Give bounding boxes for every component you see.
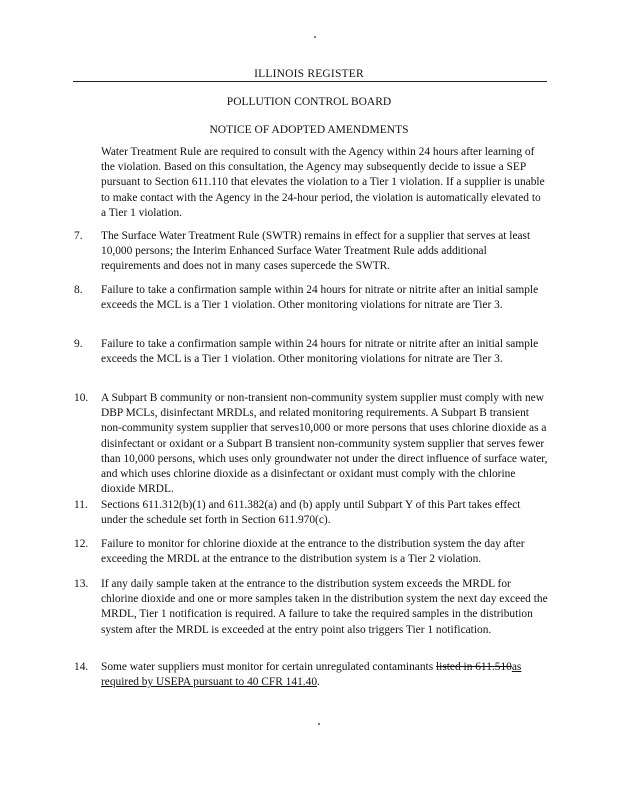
scan-speck	[318, 723, 320, 725]
list-item	[74, 391, 548, 497]
list-item	[74, 577, 548, 638]
item-number: 13.	[74, 578, 89, 590]
register-heading	[0, 68, 618, 80]
list-item	[74, 537, 548, 567]
item-text: Failure to take a confirmation sample within 24 hours for nitrate or nitrite after an initial sample exceeds the MCL is a Tier 1 violation. Other monitoring violations for nitrate are Tier 3.	[101, 284, 539, 312]
register-title: ILLINOIS REGISTER	[254, 68, 364, 80]
struck-text: listed in 611.510	[436, 661, 512, 673]
item-text: The Surface Water Treatment Rule (SWTR) remains in effect for a supplier that serves at least 10,000 persons; the Interim Enhanced Surface Water Treatment Rule adds additional requirements and does not in many cases supercede the SWTR.	[101, 230, 531, 273]
notice-heading: NOTICE OF ADOPTED AMENDMENTS	[209, 124, 409, 136]
list-item	[74, 498, 548, 528]
list-item	[74, 337, 548, 367]
list-item	[74, 660, 548, 690]
item-number: 14.	[74, 661, 89, 673]
list-item	[74, 229, 548, 275]
item-number: 9.	[74, 338, 83, 350]
inserted-text-first: as	[511, 661, 522, 673]
item-number: 12.	[74, 538, 89, 550]
item-text-before: Some water suppliers must monitor for certain unregulated contaminants	[101, 661, 436, 673]
item-number: 7.	[74, 230, 83, 242]
item-text: If any daily sample taken at the entrance to the distribution system exceeds the MRDL for chlorine dioxide and one or more samples taken in the distribution system the next day exceed the MRDL, Tier 1 notification is required. A failure to take the required samples in the distribution system after the MRDL is exceeded at the entry point also triggers Tier 1 notification.	[101, 578, 548, 636]
list-item	[74, 283, 548, 313]
item-number: 11.	[74, 499, 88, 511]
inserted-text-rest: required by USEPA pursuant to 40 CFR 141.40	[101, 676, 318, 689]
item-text: Failure to monitor for chlorine dioxide at the entrance to the distribution system the day after exceeding the MRDL at the entrance to the distribution system is a Tier 2 violation.	[101, 538, 525, 566]
item-number: 10.	[74, 392, 89, 404]
item-text: Failure to take a confirmation sample within 24 hours for nitrate or nitrite after an initial sample exceeds the MCL is a Tier 1 violation. Other monitoring violations for nitrate are Tier 3.	[101, 338, 539, 366]
item-text-end: .	[317, 676, 320, 689]
item-text: A Subpart B community or non-transient non-community system supplier must comply with new DBP MCLs, disinfectant MRDLs, and related monitoring requirements. A Subpart B transient non-community system supplier that serves10,000 or more persons that uses chlorine dioxide as a disinfectant or oxidant or a Subpart B transient non-community system supplier that serves fewer than 10,000 persons, which uses only groundwater not under the direct influence of surface water, and which uses chlorine dioxide as a disinfectant or oxidant must comply with the chlorine dioxide MRDL.	[101, 392, 548, 496]
item-text: Sections 611.312(b)(1) and 611.382(a) and (b) apply until Subpart Y of this Part takes effect under the schedule set forth in Section 611.970(c).	[101, 499, 521, 527]
scan-speck	[314, 36, 316, 38]
continuation-paragraph: Water Treatment Rule are required to consult with the Agency within 24 hours after learning of the violation. Based on this consultation, the Agency may subsequently decide to issue a SEP pursuant to Section 611.110 that elevates the violation to a Tier 1 violation. If a supplier is unable to make contact with the Agency in the 24-hour period, the violation is automatically elevated to a Tier 1 violation.	[101, 146, 545, 219]
item-number: 8.	[74, 284, 83, 296]
board-heading: POLLUTION CONTROL BOARD	[226, 96, 392, 108]
header-rule	[73, 81, 547, 82]
item-text	[101, 660, 548, 690]
